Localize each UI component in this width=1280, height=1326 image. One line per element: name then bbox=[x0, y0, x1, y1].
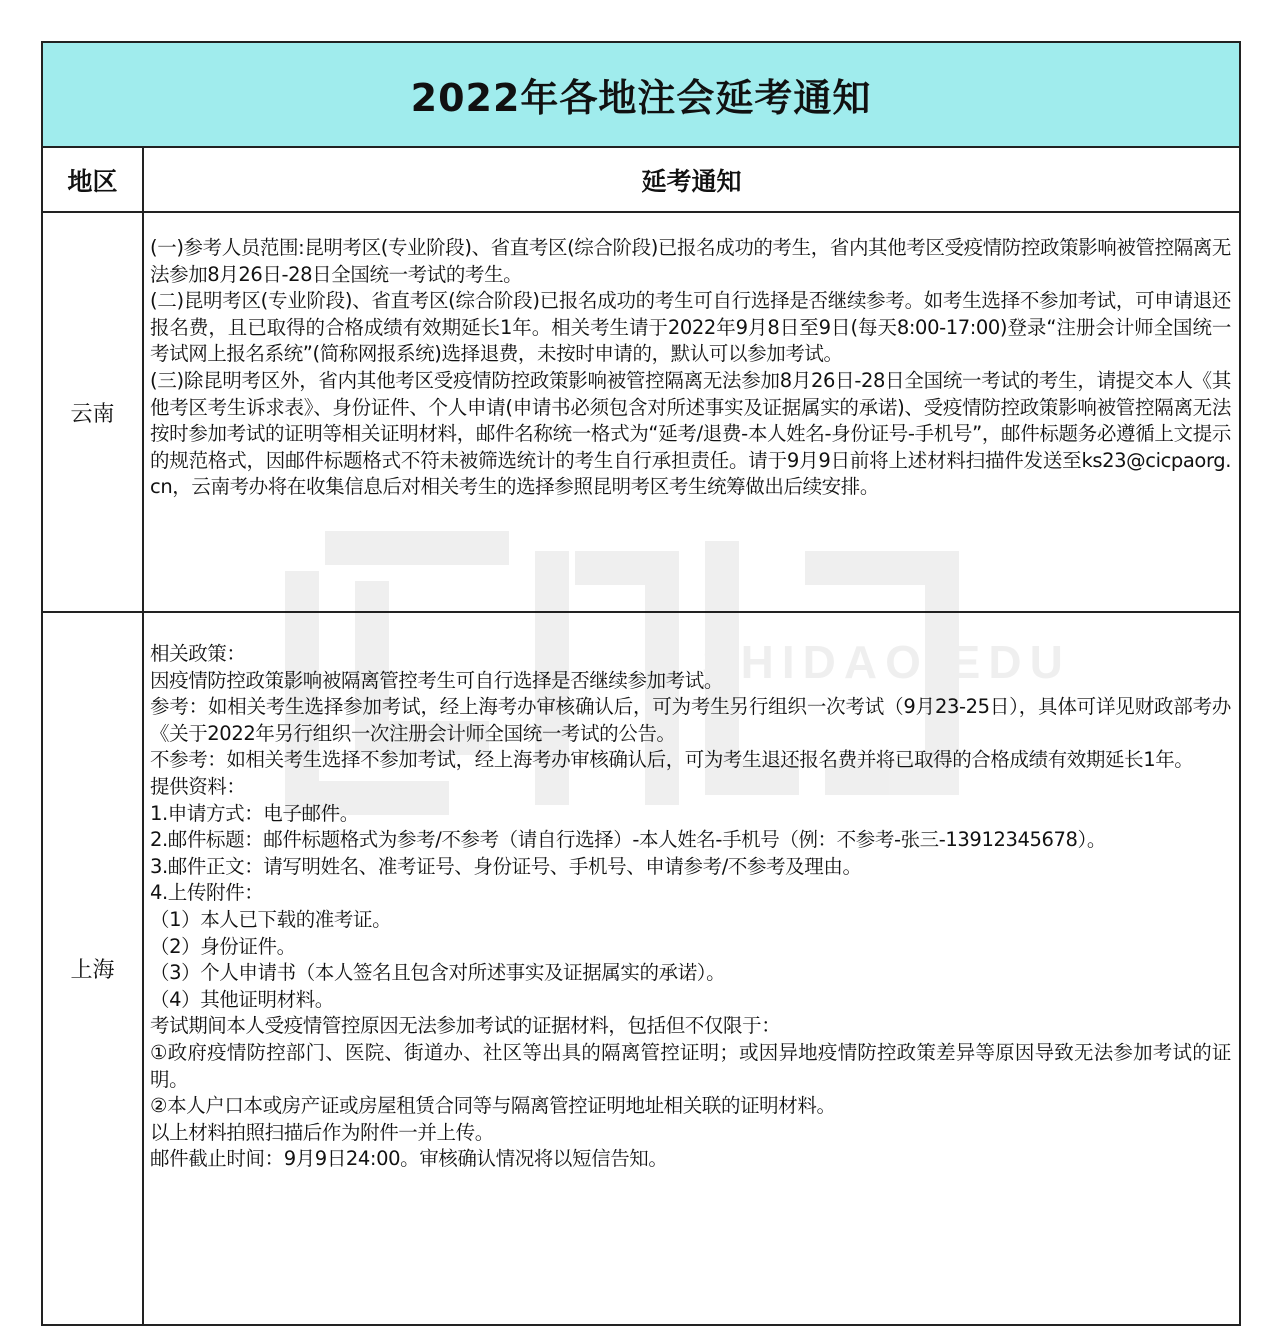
notice-paragraph: (三)除昆明考区外，省内其他考区受疫情防控政策影响被管控隔离无法参加8月26日-28日全国统一考试的考生，请提交本人《其他考区考生诉求表》、身份证件、个人申请(申请书必须包含对所述事实及证据属实的承诺)、受疫情防控政策影响被管控隔离无法按时参加考试的证明等相关证明材料，邮件名称统一格式为“延考/退费-本人姓名-身份证号-手机号”，邮件标题务必遵循上文提示的规范格式，因邮件标题格式不符未被筛选统计的考生自行承担责任。请于9月9日前将上述材料扫描件发送至ks23@cicpaorg.cn，云南考办将在收集信息后对相关考生的选择参照昆明考区考生统筹做出后续安排。 bbox=[150, 368, 1232, 499]
notice-paragraph: ②本人户口本或房产证或房屋租赁合同等与隔离管控证明地址相关联的证明材料。 bbox=[150, 1094, 836, 1118]
notice-paragraph: 提供资料： bbox=[150, 774, 246, 798]
notice-paragraph: ①政府疫情防控部门、医院、街道办、社区等出具的隔离管控证明；或因异地疫情防控政策差异等原因导致无法参加考试的证明。 bbox=[150, 1040, 1232, 1091]
notice-paragraph: （4）其他证明材料。 bbox=[150, 987, 334, 1011]
notice-cell bbox=[143, 212, 1240, 612]
notice-paragraph: 参考：如相关考生选择参加考试，经上海考办审核确认后，可为考生另行组织一次考试（9月23-25日），具体可详见财政部考办《关于2022年另行组织一次注册会计师全国统一考试的公告。 bbox=[150, 695, 1232, 745]
notice-paragraph: 不参考：如相关考生选择不参加考试，经上海考办审核确认后，可为考生退还报名费并将已取得的合格成绩有效期延长1年。 bbox=[150, 748, 1194, 772]
notice-paragraph: 2.邮件标题：邮件标题格式为参考/不参考（请自行选择）-本人姓名-手机号（例：不参考-张三-13912345678）。 bbox=[150, 828, 1106, 852]
notice-paragraph: 相关政策： bbox=[150, 642, 246, 665]
region-cell: 上海 bbox=[42, 612, 143, 1325]
notice-cell bbox=[143, 612, 1240, 1325]
notice-paragraph: 因疫情防控政策影响被隔离管控考生可自行选择是否继续参加考试。 bbox=[150, 668, 724, 692]
notice-paragraph: （3）个人申请书（本人签名且包含对所述事实及证据属实的承诺）。 bbox=[150, 961, 726, 985]
table-row bbox=[42, 612, 1240, 1325]
notice-paragraph: （2）身份证件。 bbox=[150, 934, 296, 958]
table-row bbox=[42, 212, 1240, 612]
notice-table bbox=[41, 41, 1241, 1326]
region-header: 地区 bbox=[42, 147, 143, 212]
header-row bbox=[42, 147, 1240, 212]
notice-paragraph: （1）本人已下载的准考证。 bbox=[150, 907, 392, 931]
notice-paragraph: (二)昆明考区(专业阶段)、省直考区(综合阶段)已报名成功的考生可自行选择是否继续参考。如考生选择不参加考试，可申请退还报名费，且已取得的合格成绩有效期延长1年。相关考生请于2022年9月8日至9日(每天8:00-17:00)登录“注册会计师全国统一考试网上报名系统”(简称网报系统)选择退费，未按时申请的，默认可以参加考试。 bbox=[150, 289, 1232, 366]
notice-paragraph: 以上材料拍照扫描后作为附件一并上传。 bbox=[150, 1120, 494, 1144]
notice-header: 延考通知 bbox=[143, 147, 1240, 212]
notice-paragraph: 考试期间本人受疫情管控原因无法参加考试的证据材料，包括但不仅限于： bbox=[150, 1014, 781, 1038]
title-row bbox=[42, 42, 1240, 147]
table-title: 2022年各地注会延考通知 bbox=[42, 42, 1240, 147]
watermark-text: SHIDAO EDU bbox=[702, 636, 1071, 688]
notice-paragraph: 邮件截止时间：9月9日24:00。审核确认情况将以短信告知。 bbox=[150, 1147, 668, 1171]
notice-paragraph: (一)参考人员范围:昆明考区(专业阶段)、省直考区(综合阶段)已报名成功的考生，省内其他考区受疫情防控政策影响被管控隔离无法参加8月26日-28日全国统一考试的考生。 bbox=[150, 236, 1232, 286]
notice-paragraph: 1.申请方式：电子邮件。 bbox=[150, 801, 359, 825]
notice-paragraph: 3.邮件正文：请写明姓名、准考证号、身份证号、手机号、申请参考/不参考及理由。 bbox=[150, 854, 862, 878]
notice-paragraph: 4.上传附件： bbox=[150, 881, 264, 905]
region-cell: 云南 bbox=[42, 212, 143, 612]
